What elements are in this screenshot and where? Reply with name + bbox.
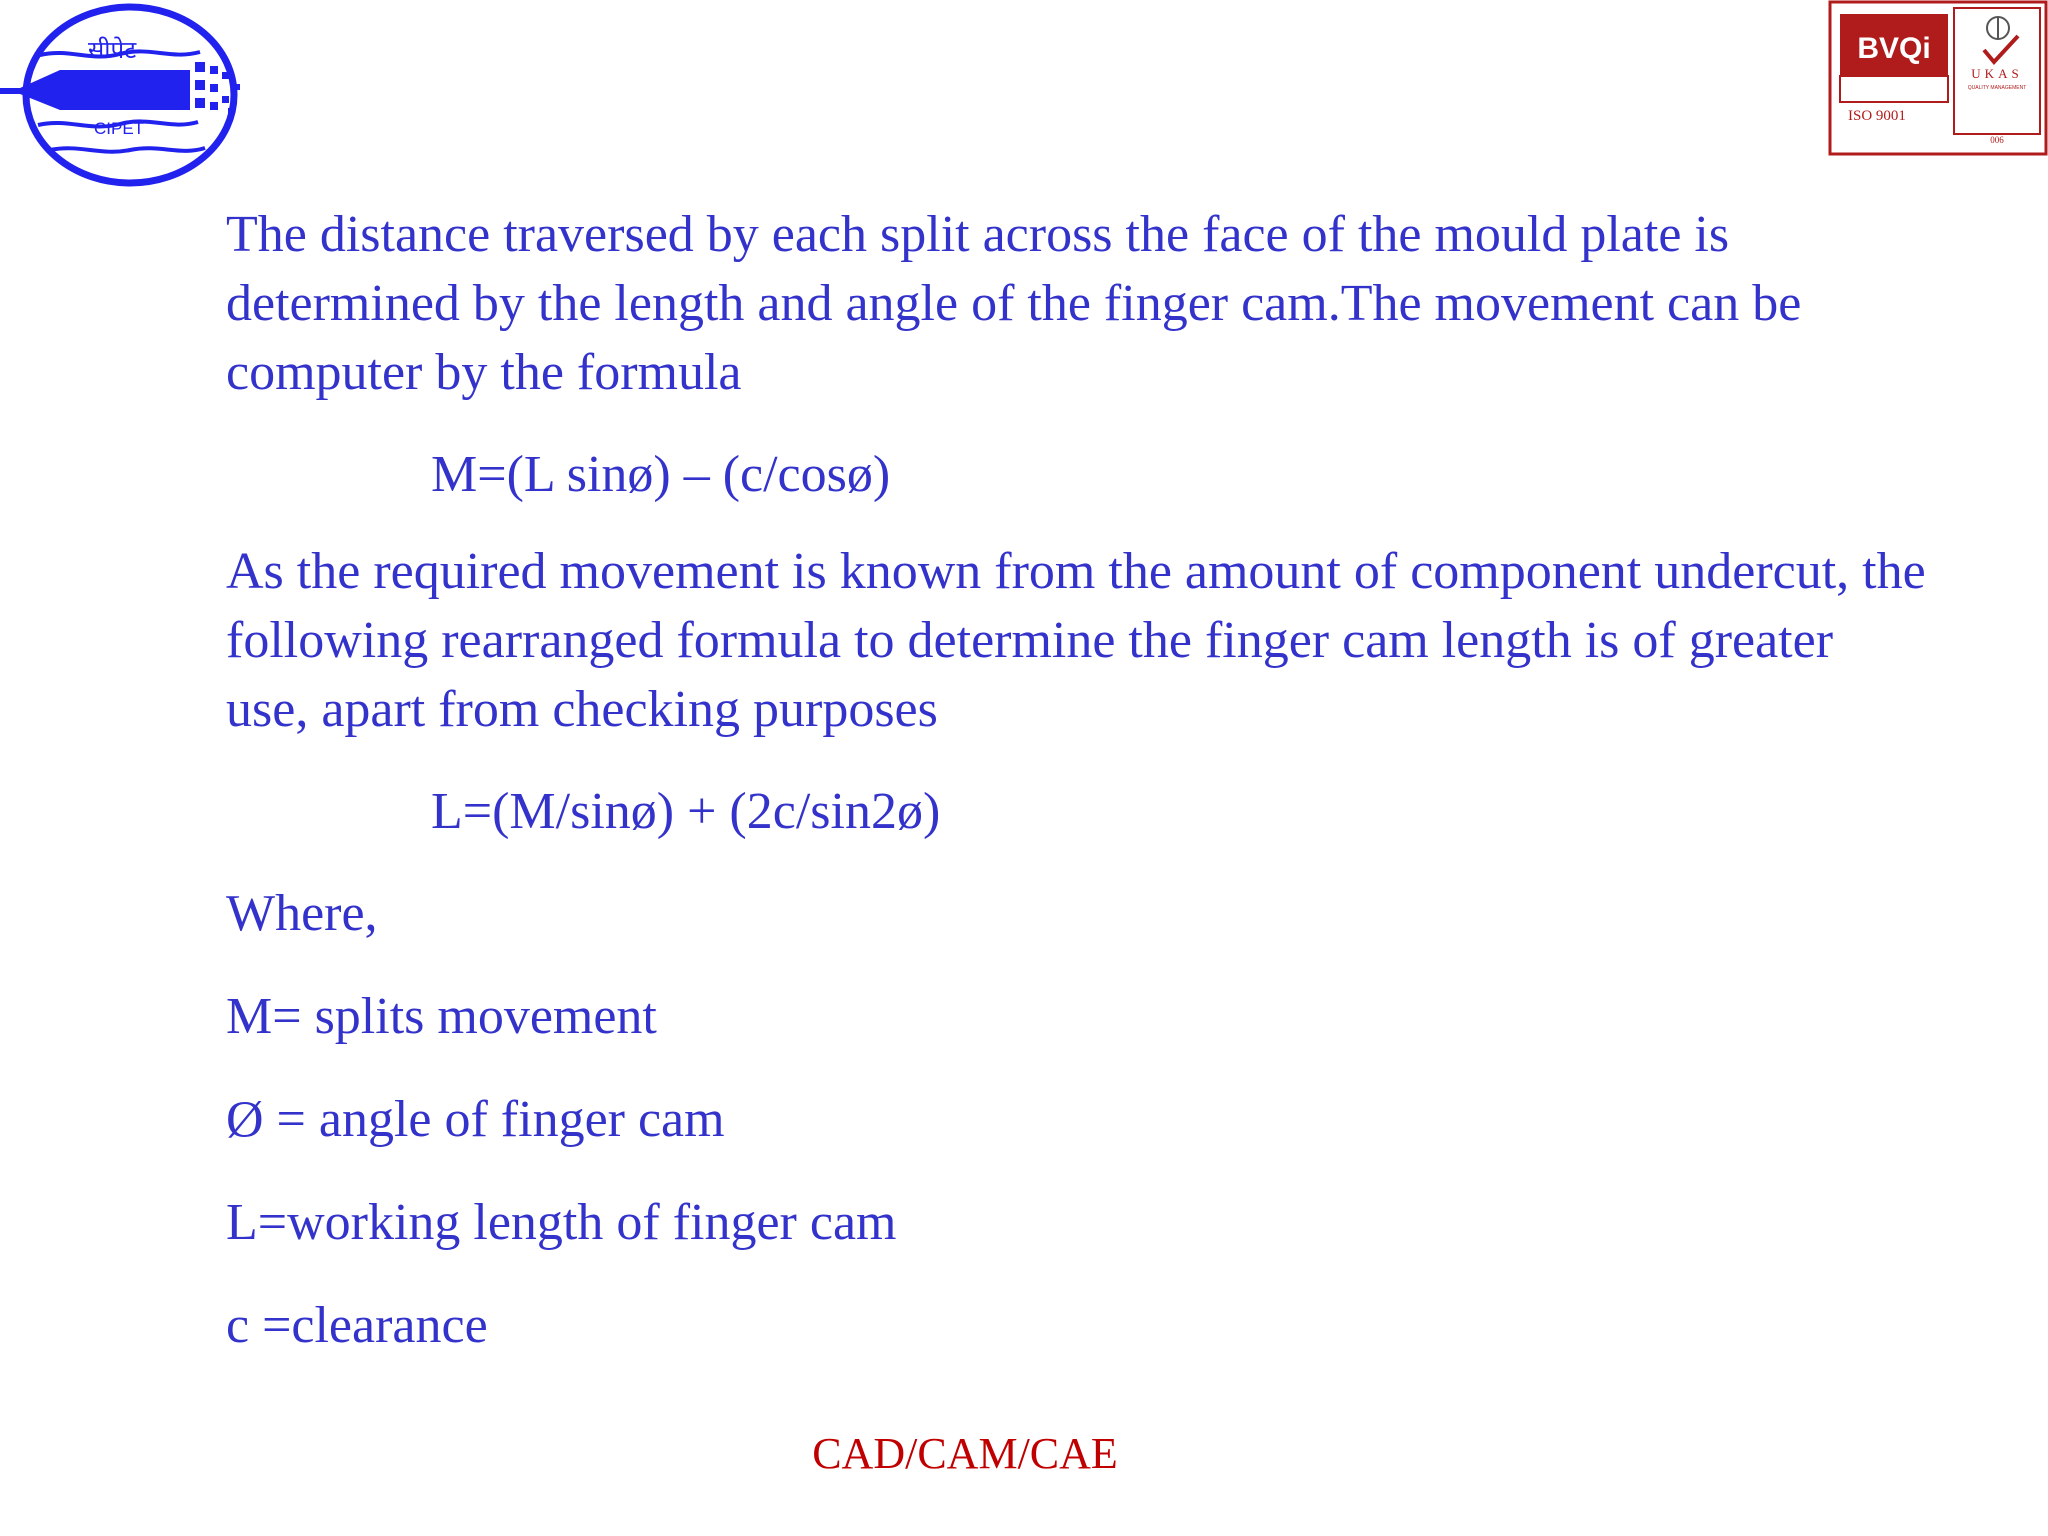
definition-item: L=working length of finger cam <box>226 1194 897 1251</box>
definition-item: c =clearance <box>226 1297 488 1354</box>
bvqi-ukas-logo <box>1828 0 2048 156</box>
ukas-label: UKAS <box>1971 66 2023 81</box>
where-label: Where, <box>226 885 378 942</box>
slide-content <box>226 200 1926 1358</box>
footer-label: CAD/CAM/CAE <box>812 1429 1118 1478</box>
paragraph-intro: The distance traversed by each split across the face of the mould plate is determined by the length and angle of the finger cam.The movement can be computer by the formula <box>226 206 1802 401</box>
ukas-sub: QUALITY MANAGEMENT <box>1967 85 2027 91</box>
formula-length: L=(M/sinø) + (2c/sin2ø) <box>431 783 941 840</box>
paragraph-rearranged: As the required movement is known from the amount of component undercut, the following rearranged formula to determine the finger cam length is of greater use, apart from checking purposes <box>226 543 1926 738</box>
definition-item: Ø = angle of finger cam <box>226 1091 725 1148</box>
logo-text-hindi: सीपेट <box>88 37 137 64</box>
formula-movement: M=(L sinø) – (c/cosø) <box>431 446 891 503</box>
cipet-logo <box>0 0 260 200</box>
logo-text-cipet: CIPET <box>94 119 145 138</box>
iso-cert: ISO 9001 <box>1848 108 1906 124</box>
definition-item: M= splits movement <box>226 988 657 1045</box>
ukas-number: 006 <box>1990 135 2004 145</box>
bvqi-brand: BVQi <box>1857 32 1931 65</box>
